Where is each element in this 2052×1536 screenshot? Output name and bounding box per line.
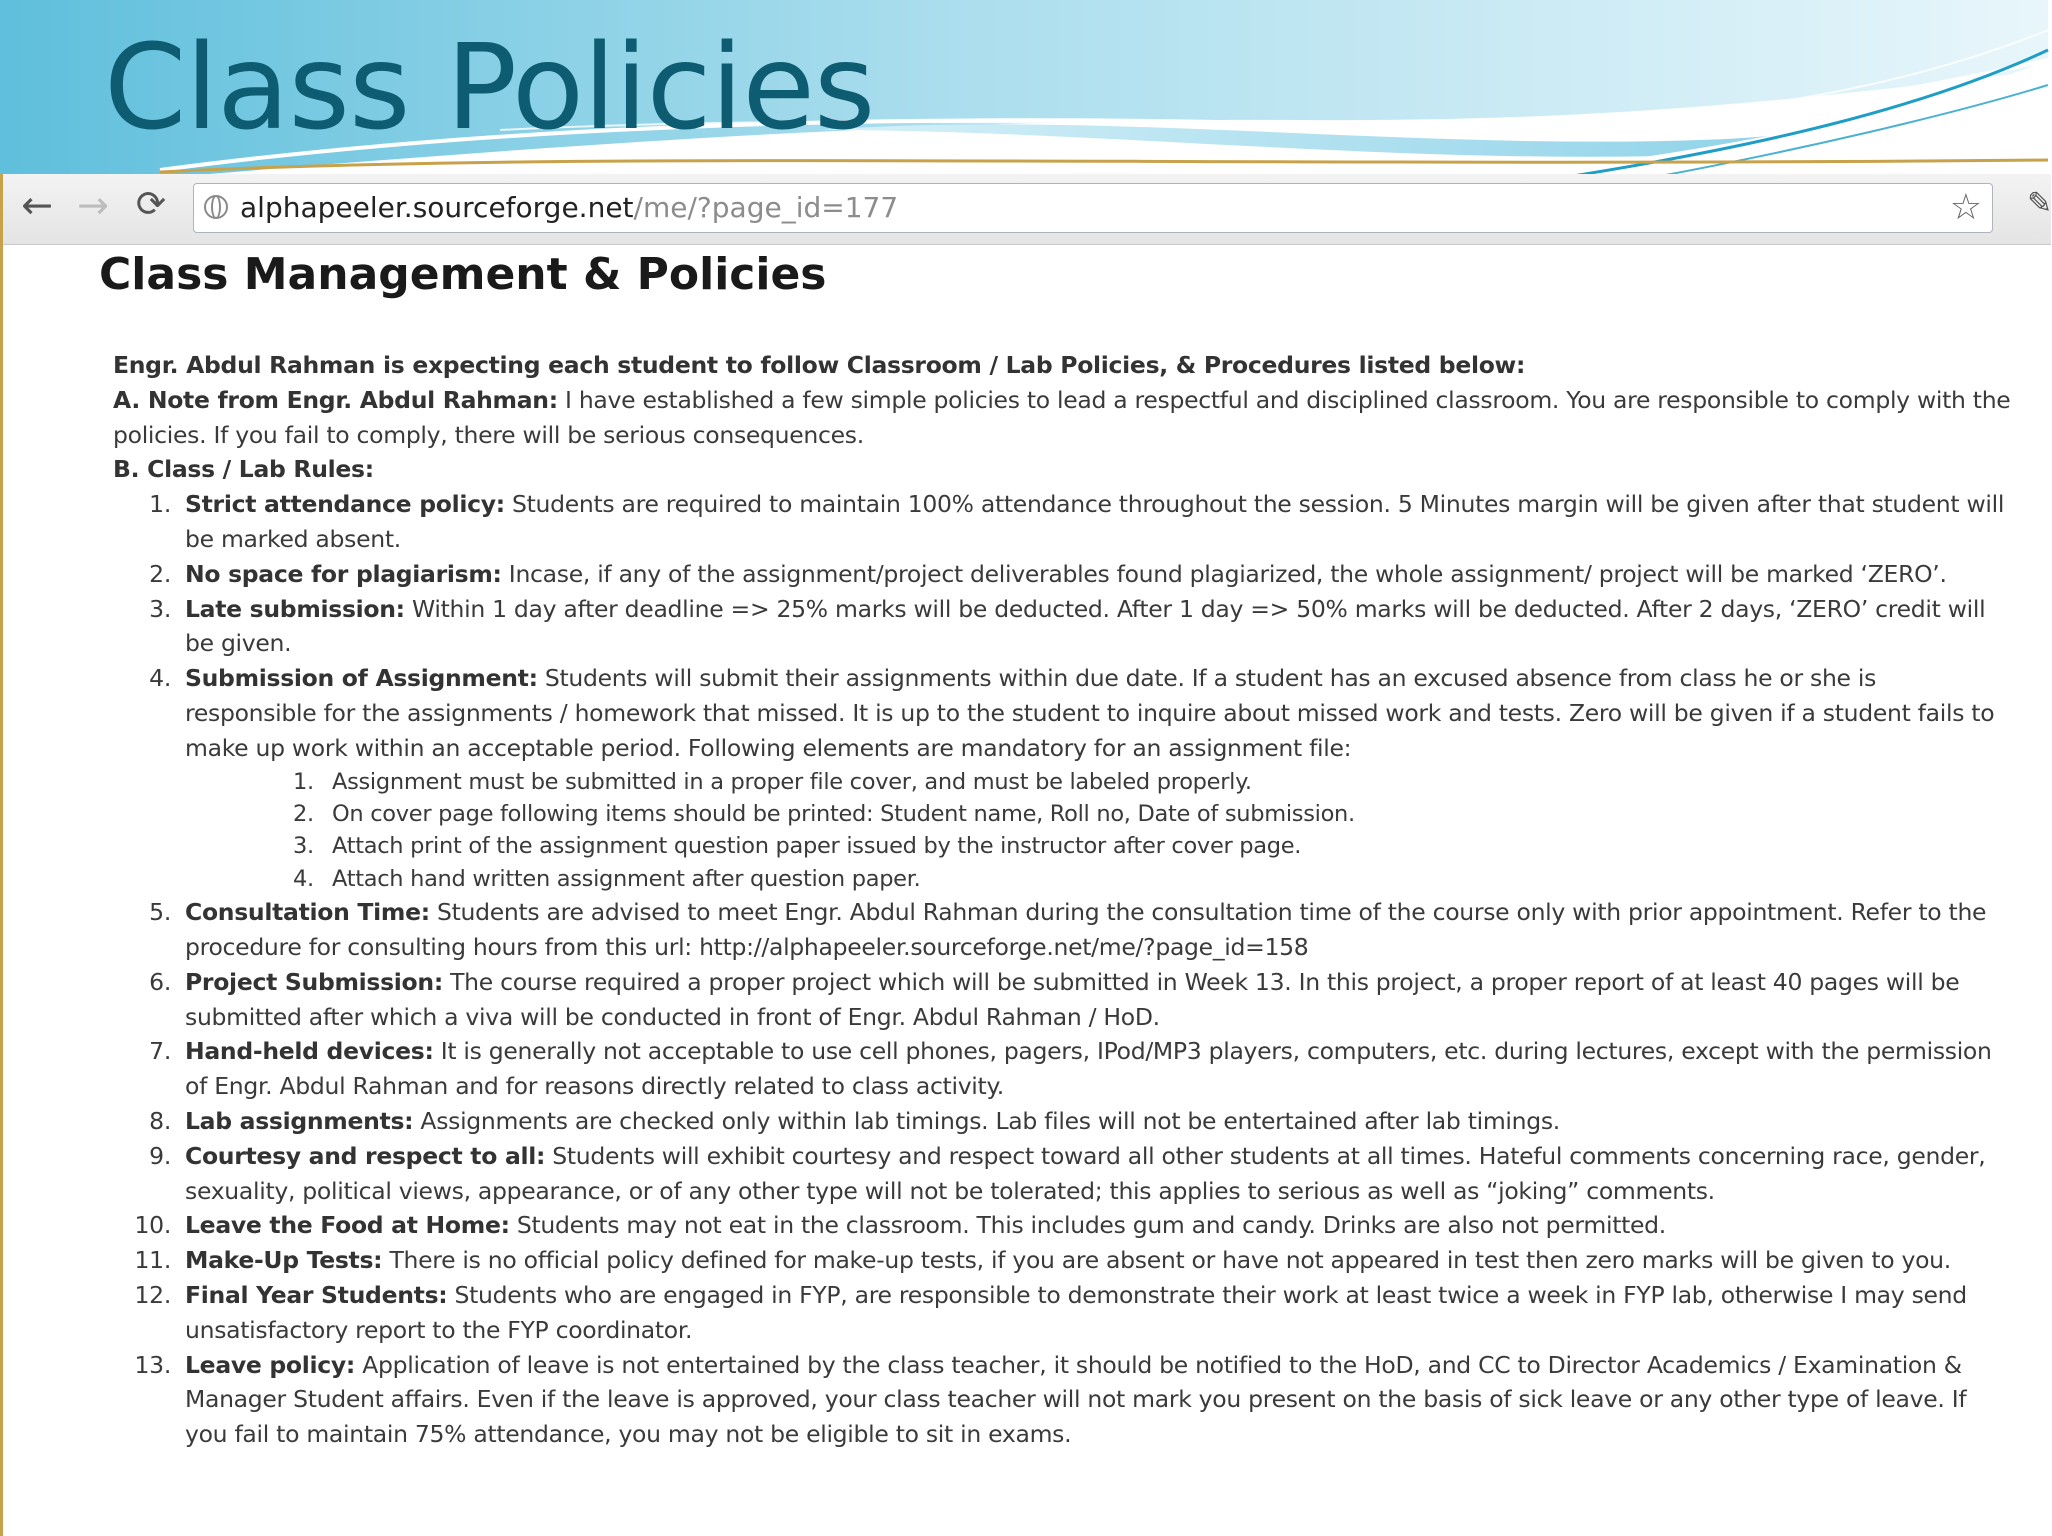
rule-label: Strict attendance policy: — [185, 490, 505, 519]
rule-number: 5. — [149, 898, 171, 927]
rule-number: 7. — [149, 1037, 171, 1066]
assignment-element-number: 1. — [293, 768, 314, 795]
address-bar[interactable] — [193, 183, 1993, 233]
rule-text: Assignments are checked only within lab timings. Lab files will not be entertained after lab timings. — [413, 1106, 1560, 1135]
url-text — [240, 184, 898, 232]
assignment-element-item — [185, 830, 2013, 862]
rule-text: Students will exhibit courtesy and respect toward all other students at all times. Hateful comments concerning race, gender, sexuality, political views, appearance, or of any other type will not be tolerated; this applies to serious as well as “joking” comments. — [185, 1141, 1986, 1205]
rule-text: Students may not eat in the classroom. This includes gum and candy. Drinks are also not permitted. — [509, 1211, 1666, 1240]
rule-label: Consultation Time: — [185, 898, 430, 927]
page-heading: Class Management & Policies — [99, 249, 827, 300]
rule-item — [113, 661, 2013, 895]
back-button[interactable]: ← — [21, 183, 53, 227]
rule-item — [113, 1278, 2013, 1348]
rule-item — [113, 1104, 2013, 1139]
assignment-element-text: On cover page following items should be printed: Student name, Roll no, Date of submission. — [332, 800, 1355, 827]
rule-label: Final Year Students: — [185, 1280, 448, 1309]
rule-item — [113, 1243, 2013, 1278]
rule-label: Leave the Food at Home: — [185, 1211, 510, 1240]
rule-item — [113, 1034, 2013, 1104]
rule-number: 2. — [149, 559, 171, 588]
assignment-elements-list — [185, 766, 2013, 896]
note-label: A. Note from Engr. Abdul Rahman: — [113, 385, 558, 414]
rule-item — [113, 1208, 2013, 1243]
rule-label: Make-Up Tests: — [185, 1246, 383, 1275]
rule-label: Courtesy and respect to all: — [185, 1141, 546, 1170]
rule-item — [113, 1139, 2013, 1209]
rule-text: The course required a proper project which will be submitted in Week 13. In this project, a proper report of at least 40 pages will be submitted after which a viva will be conducted in front of Engr. Abdul Rahman / HoD. — [185, 967, 1960, 1031]
rule-number: 1. — [149, 490, 171, 519]
intro-line: Engr. Abdul Rahman is expecting each student to follow Classroom / Lab Policies, & Procedures listed below: — [113, 351, 1526, 379]
slide-header — [0, 0, 2048, 178]
rule-item — [113, 1348, 2013, 1452]
slide-title: Class Policies — [104, 18, 875, 156]
note-text: I have established a few simple policies to lead a respectful and disciplined classroom. You are responsible to comply with the policies. If you fail to comply, there will be serious consequences. — [113, 385, 2011, 449]
rules-list — [113, 487, 2013, 1452]
rule-label: Lab assignments: — [185, 1106, 414, 1135]
globe-icon — [204, 195, 228, 219]
bookmark-star-icon[interactable]: ☆ — [1949, 187, 1982, 228]
rule-text: Students are advised to meet Engr. Abdul Rahman during the consultation time of the course only with prior appointment. Refer to the procedure for consulting hours from this url: http://alphapeeler.sourceforge.net/me/?page_id=158 — [185, 898, 1987, 961]
rule-text: Application of leave is not entertained by the class teacher, it should be notified to the HoD, and CC to Director Academics / Examination & Manager Student affairs. Even if the leave is approved, your class teacher will not mark you present on the basis of sick leave or any other type of leave. If you fail to maintain 75% attendance, you may not be eligible to sit in exams. — [185, 1350, 1967, 1449]
policy-content — [113, 348, 2013, 1452]
browser-toolbar — [3, 174, 2051, 245]
rule-label: Hand-held devices: — [185, 1037, 434, 1066]
rule-number: 10. — [134, 1211, 171, 1240]
rule-number: 13. — [134, 1350, 171, 1379]
rule-number: 12. — [134, 1280, 171, 1309]
assignment-element-text: Attach hand written assignment after question paper. — [332, 865, 921, 892]
rule-label: Project Submission: — [185, 967, 443, 996]
rule-item — [113, 965, 2013, 1035]
extension-icon[interactable]: ✎ — [2027, 186, 2052, 221]
browser-screenshot — [0, 174, 2052, 1536]
assignment-element-number: 2. — [293, 800, 314, 827]
rule-label: Submission of Assignment: — [185, 664, 538, 693]
rules-heading: B. Class / Lab Rules: — [113, 455, 374, 484]
assignment-element-text: Attach print of the assignment question paper issued by the instructor after cover page. — [332, 833, 1302, 860]
rule-item — [113, 895, 2013, 965]
assignment-element-item — [185, 766, 2013, 798]
rule-text: Students will submit their assignments within due date. If a student has an excused absence from class he or she is responsible for the assignments / homework that missed. It is up to the student to inquire about missed work and tests. Zero will be given if a student fails to make up work within an acceptable period. Following elements are mandatory for an assignment file: — [185, 664, 1995, 762]
rule-number: 8. — [149, 1106, 171, 1135]
rule-text: Within 1 day after deadline => 25% marks will be deducted. After 1 day => 50% marks will be deducted. After 2 days, ‘ZERO’ credit will be given. — [185, 594, 1986, 658]
rule-number: 6. — [149, 967, 171, 996]
rule-number: 4. — [149, 664, 171, 693]
assignment-element-item — [185, 798, 2013, 830]
url-host: alphapeeler.sourceforge.net — [240, 191, 634, 224]
rule-label: No space for plagiarism: — [185, 559, 502, 588]
note-paragraph — [113, 383, 2013, 453]
rule-number: 9. — [149, 1141, 171, 1170]
reload-button[interactable]: ⟳ — [135, 184, 167, 225]
rule-number: 11. — [134, 1246, 171, 1275]
rule-item — [113, 592, 2013, 662]
rule-label: Late submission: — [185, 594, 405, 623]
rule-item — [113, 487, 2013, 557]
url-path: /me/?page_id=177 — [633, 191, 899, 224]
rule-item — [113, 557, 2013, 592]
assignment-element-text: Assignment must be submitted in a proper file cover, and must be labeled properly. — [332, 768, 1252, 795]
rule-text: It is generally not acceptable to use cell phones, pagers, IPod/MP3 players, computers, etc. during lectures, except with the permission of Engr. Abdul Rahman and for reasons directly related to class activity. — [185, 1037, 1992, 1101]
assignment-element-number: 3. — [293, 833, 314, 860]
assignment-element-number: 4. — [293, 865, 314, 892]
rule-text: Students are required to maintain 100% attendance throughout the session. 5 Minutes margin will be given after that student will be marked absent. — [185, 490, 2005, 553]
assignment-element-item — [185, 863, 2013, 895]
forward-button[interactable]: → — [77, 183, 109, 227]
rule-text: Students who are engaged in FYP, are responsible to demonstrate their work at least twice a week in FYP lab, otherwise I may send unsatisfactory report to the FYP coordinator. — [185, 1280, 1967, 1344]
rule-number: 3. — [149, 594, 171, 623]
rule-text: There is no official policy defined for make-up tests, if you are absent or have not appeared in test then zero marks will be given to you. — [382, 1246, 1951, 1275]
rule-text: Incase, if any of the assignment/project deliverables found plagiarized, the whole assignment/ project will be marked ‘ZERO’. — [501, 559, 1947, 588]
rule-label: Leave policy: — [185, 1350, 356, 1379]
